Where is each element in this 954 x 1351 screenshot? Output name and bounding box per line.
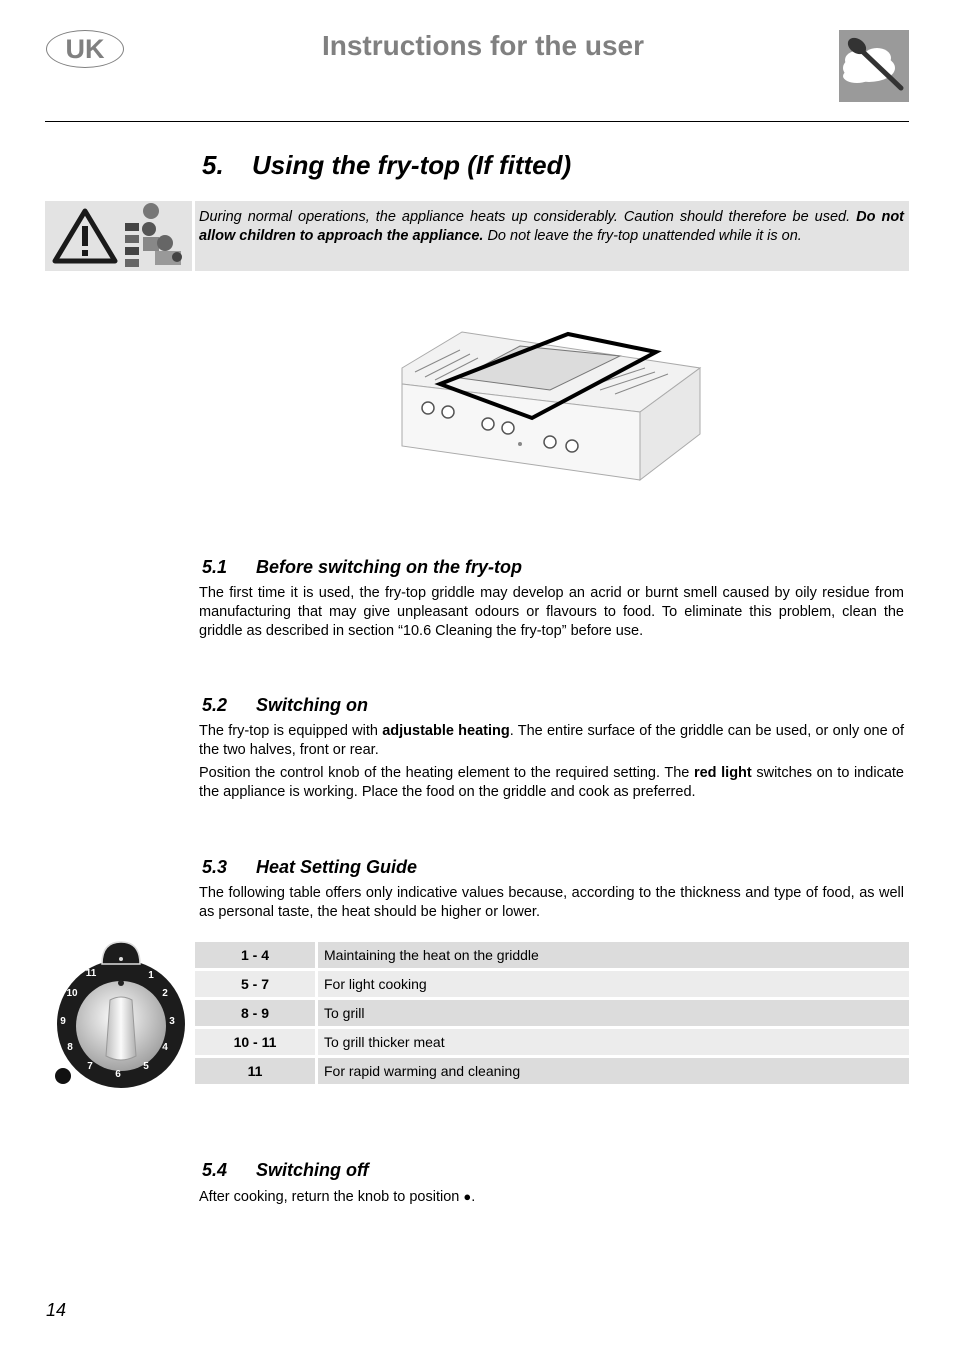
warning-text-bold: Do not allow children to approach the appliance. <box>199 209 904 244</box>
text-span: Position the control knob of the heating element to the required setting. The <box>199 765 694 781</box>
table-cell-description: For rapid warming and cleaning <box>318 1058 909 1084</box>
table-cell-range: 8 - 9 <box>195 1000 318 1026</box>
text-span: The fry-top is equipped with <box>199 723 383 739</box>
off-position-dot-icon: ● <box>463 1189 472 1204</box>
table-row <box>195 1029 909 1055</box>
subsection-heading-5-4 <box>202 1160 369 1181</box>
warning-text-part-1: During normal operations, the appliance heats up considerably. Caution should therefore be used. <box>199 209 857 225</box>
warning-text <box>195 201 909 271</box>
paragraph-switching-on-1 <box>199 722 904 760</box>
dial-label: 8 <box>67 1042 73 1053</box>
paragraph-switching-off <box>199 1187 904 1207</box>
dial-label: 2 <box>162 988 168 999</box>
page-title <box>202 150 571 181</box>
table-cell-range: 10 - 11 <box>195 1029 318 1055</box>
subsection-number: 5.1 <box>202 557 228 577</box>
control-knob-dial-icon <box>55 938 189 1088</box>
header-title: Instructions for the user <box>321 30 645 61</box>
dial-label: 5 <box>143 1061 149 1072</box>
paragraph-heat-setting-guide: The following table offers only indicative values because, according to the thickness and type of food, as well as personal taste, the heat should be higher or lower. <box>199 885 904 920</box>
dial-label: 4 <box>162 1042 168 1053</box>
table-cell-description: For light cooking <box>318 971 909 997</box>
table-cell-range: 1 - 4 <box>195 942 318 968</box>
table-cell-description: To grill thicker meat <box>318 1029 909 1055</box>
bold-span: red light <box>693 765 752 781</box>
fry-top-illustration <box>400 322 702 484</box>
table-row <box>195 971 909 997</box>
warning-text-part-2: Do not leave the fry-top unattended while it is on. <box>483 227 802 244</box>
dial-label: 6 <box>115 1069 121 1080</box>
subsection-title: Before switching on the fry-top <box>256 557 523 577</box>
warning-icon-box <box>45 201 192 271</box>
bold-span: adjustable heating <box>382 723 510 739</box>
heat-setting-table <box>195 939 909 1087</box>
text-span: switches on to indicate the appliance is working. Place the food on the griddle and cook as preferred. <box>199 765 904 800</box>
table-row <box>195 1000 909 1026</box>
subsection-heading-5-3 <box>202 857 417 878</box>
dial-label: 7 <box>87 1061 93 1072</box>
table-row <box>195 1058 909 1084</box>
text-span: . <box>471 1189 476 1205</box>
paragraph-before-switching-on: The first time it is used, the fry-top griddle may develop an acrid or burnt smell caused by oily residue from manufacturing that may give unpleasant odours or flavours to food. To eliminate this problem, clean the griddle as described in section “10.6 Cleaning the fry-top” before use. <box>199 585 904 639</box>
subsection-number: 5.3 <box>202 857 228 877</box>
subsection-number: 5.2 <box>202 695 228 715</box>
dial-label: 3 <box>169 1016 175 1027</box>
table-cell-range: 5 - 7 <box>195 971 318 997</box>
dial-label: 11 <box>85 968 97 979</box>
subsection-heading-5-2 <box>202 695 368 716</box>
table-cell-range: 11 <box>195 1058 318 1084</box>
subsection-title: Heat Setting Guide <box>256 857 418 877</box>
page-number: 14 <box>46 1300 67 1320</box>
paragraph-switching-on-2 <box>199 764 904 802</box>
dial-label: 9 <box>60 1016 66 1027</box>
table-cell-description: Maintaining the heat on the griddle <box>318 942 909 968</box>
chef-hat-spoon-icon <box>839 30 909 102</box>
subsection-title: Switching on <box>256 695 368 715</box>
children-climbing-icon <box>125 203 182 267</box>
text-span: . The entire surface of the griddle can be used, or only one of the two halves, front or rear. <box>199 723 904 758</box>
subsection-number: 5.4 <box>202 1160 228 1180</box>
dial-label: 1 <box>148 970 154 981</box>
text-span: After cooking, return the knob to position <box>199 1189 464 1205</box>
section-number: 5. <box>202 150 224 180</box>
warning-triangle-icon <box>55 211 115 261</box>
table-cell-description: To grill <box>318 1000 909 1026</box>
language-badge: UK <box>46 30 124 68</box>
header-rule <box>45 121 909 122</box>
section-title-text: Using the fry-top (If fitted) <box>252 150 572 180</box>
table-row <box>195 942 909 968</box>
dial-label: 10 <box>66 988 78 999</box>
subsection-heading-5-1 <box>202 557 522 578</box>
subsection-title: Switching off <box>256 1160 369 1180</box>
